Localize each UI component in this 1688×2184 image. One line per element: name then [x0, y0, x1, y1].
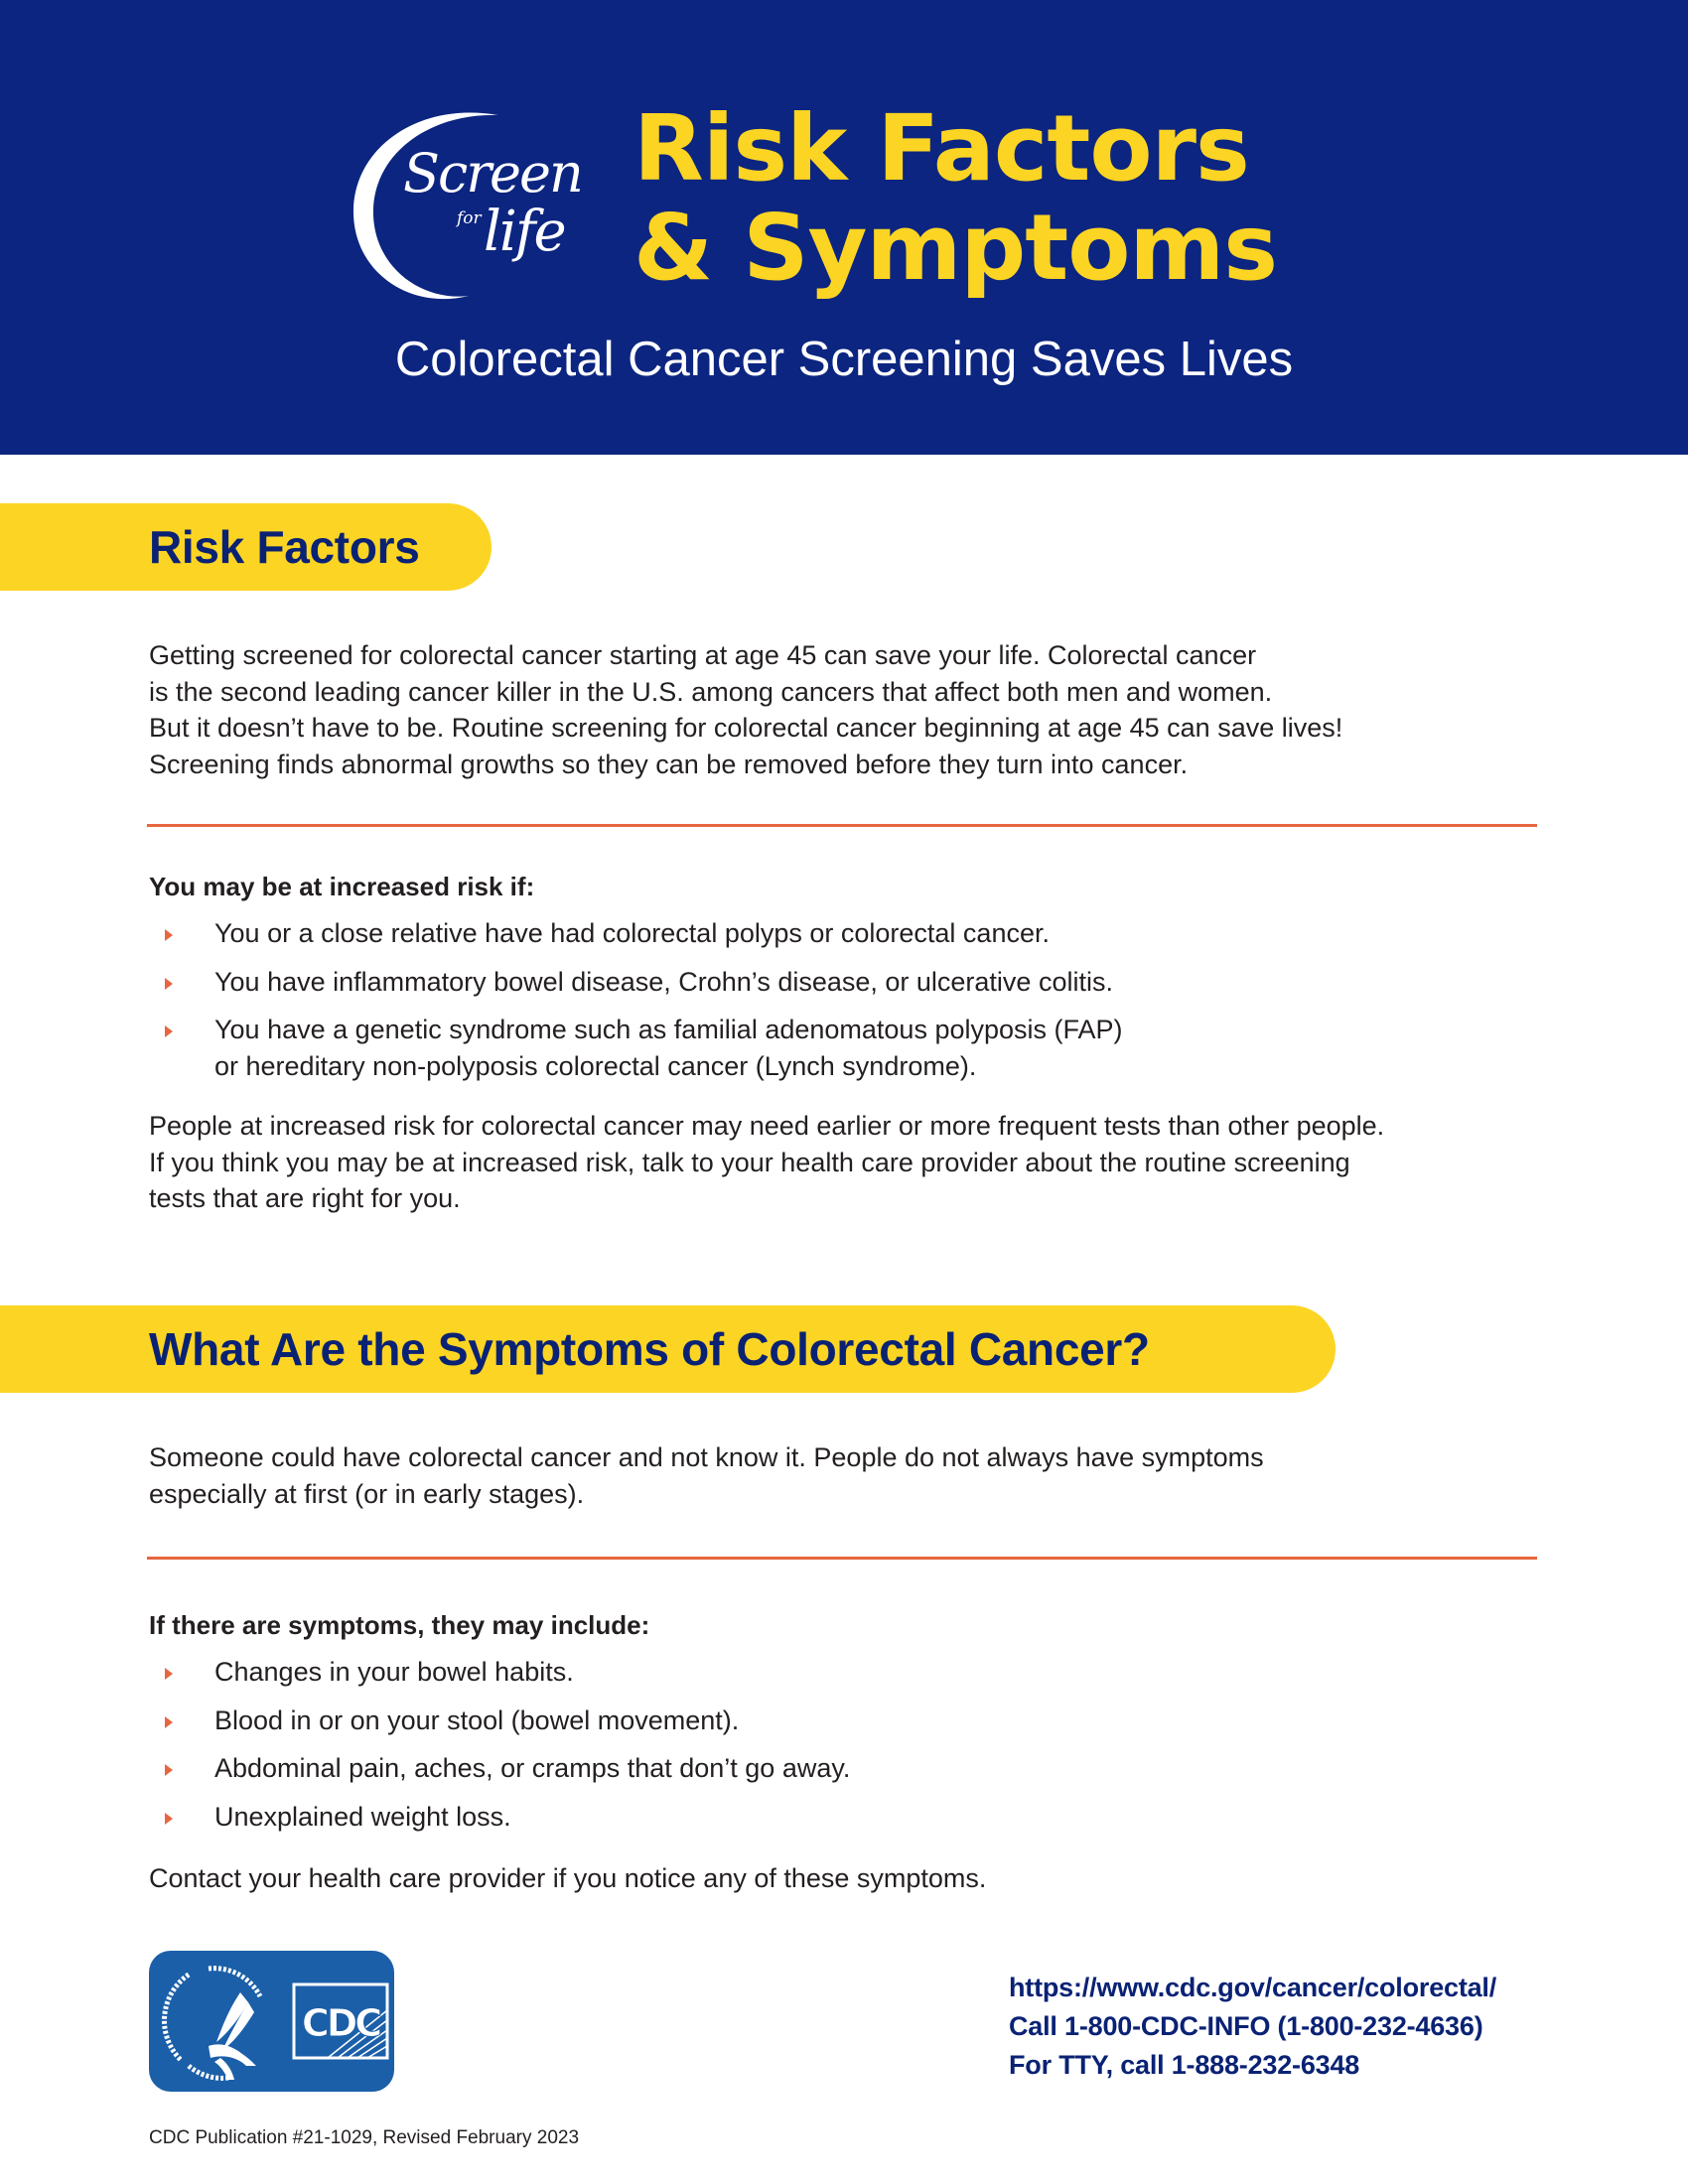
triangle-bullet-icon	[165, 1716, 173, 1728]
text-line: tests that are right for you.	[149, 1183, 461, 1213]
svg-text:CDC: CDC	[301, 2001, 380, 2045]
hhs-eagle-seal-icon	[164, 1969, 260, 2080]
text-line: Someone could have colorectal cancer and not know it. People do not always have symptoms	[149, 1442, 1264, 1472]
triangle-bullet-icon	[165, 1025, 173, 1037]
cdc-logo-icon	[294, 1984, 387, 2058]
symptoms-closing: Contact your health care provider if you notice any of these symptoms.	[149, 1863, 987, 1893]
logo-word-screen: Screen	[403, 142, 582, 205]
risk-list-lead: You may be at increased risk if:	[149, 872, 535, 901]
hhs-cdc-logo-badge	[149, 1951, 394, 2092]
text-line: People at increased risk for colorectal cancer may need earlier or more frequent tests than other people.	[149, 1111, 1385, 1141]
list-item: You or a close relative have had colorectal polyps or colorectal cancer.	[149, 915, 1123, 952]
publication-info: CDC Publication #21-1029, Revised February 2023	[149, 2127, 580, 2148]
section-heading-symptoms	[0, 1305, 1336, 1393]
triangle-bullet-icon	[165, 978, 173, 990]
risk-factor-list	[149, 915, 1123, 1096]
text-line: If you think you may be at increased risk, talk to your health care provider about the routine screening	[149, 1147, 1350, 1177]
tty-number: For TTY, call 1-888-232-6348	[1009, 2050, 1360, 2080]
risk-intro-paragraph	[149, 637, 1342, 782]
triangle-bullet-icon	[165, 929, 173, 941]
symptoms-intro-paragraph	[149, 1439, 1264, 1512]
screen-for-life-logo	[350, 107, 593, 306]
page-subtitle: Colorectal Cancer Screening Saves Lives	[394, 333, 1294, 386]
list-item: Unexplained weight loss.	[149, 1799, 850, 1836]
symptoms-heading: What Are the Symptoms of Colorectal Cancer?	[149, 1323, 1150, 1375]
symptoms-list-lead: If there are symptoms, they may include:	[149, 1610, 650, 1640]
list-item: You have a genetic syndrome such as familial adenomatous polyposis (FAP) or hereditary non-polyposis colorectal cancer (Lynch syndrome).	[149, 1012, 1123, 1084]
list-item: Changes in your bowel habits.	[149, 1654, 850, 1691]
title-line-2: & Symptoms	[633, 195, 1278, 301]
text-line: Screening finds abnormal growths so they can be removed before they turn into cancer.	[149, 749, 1189, 779]
list-item: Abdominal pain, aches, or cramps that don’t go away.	[149, 1750, 850, 1787]
triangle-bullet-icon	[165, 1813, 173, 1825]
risk-factors-heading: Risk Factors	[149, 521, 420, 573]
title-line-1: Risk Factors	[633, 95, 1249, 202]
logo-word-for: for	[457, 208, 482, 228]
text-line: But it doesn’t have to be. Routine screening for colorectal cancer beginning at age 45 can save lives!	[149, 713, 1343, 743]
text-line: especially at first (or in early stages).	[149, 1478, 585, 1509]
text-line: is the second leading cancer killer in the U.S. among cancers that affect both men and women.	[149, 676, 1273, 707]
contact-info	[1009, 1969, 1496, 2085]
phone-number: Call 1-800-CDC-INFO (1-800-232-4636)	[1009, 2011, 1483, 2041]
triangle-bullet-icon	[165, 1764, 173, 1776]
divider-rule	[147, 1557, 1537, 1560]
triangle-bullet-icon	[165, 1668, 173, 1680]
risk-closing-paragraph	[149, 1108, 1384, 1217]
list-item: Blood in or on your stool (bowel movement).	[149, 1703, 850, 1739]
divider-rule	[147, 824, 1537, 827]
section-heading-risk-factors	[0, 503, 492, 591]
cdc-url-link[interactable]: https://www.cdc.gov/cancer/colorectal/	[1009, 1973, 1497, 2002]
page-title	[633, 95, 1278, 301]
text-line: Getting screened for colorectal cancer starting at age 45 can save your life. Colorectal cancer	[149, 640, 1257, 670]
logo-word-life: life	[484, 200, 565, 264]
list-item: You have inflammatory bowel disease, Crohn’s disease, or ulcerative colitis.	[149, 964, 1123, 1001]
symptoms-list	[149, 1654, 850, 1846]
header-banner	[0, 0, 1688, 455]
